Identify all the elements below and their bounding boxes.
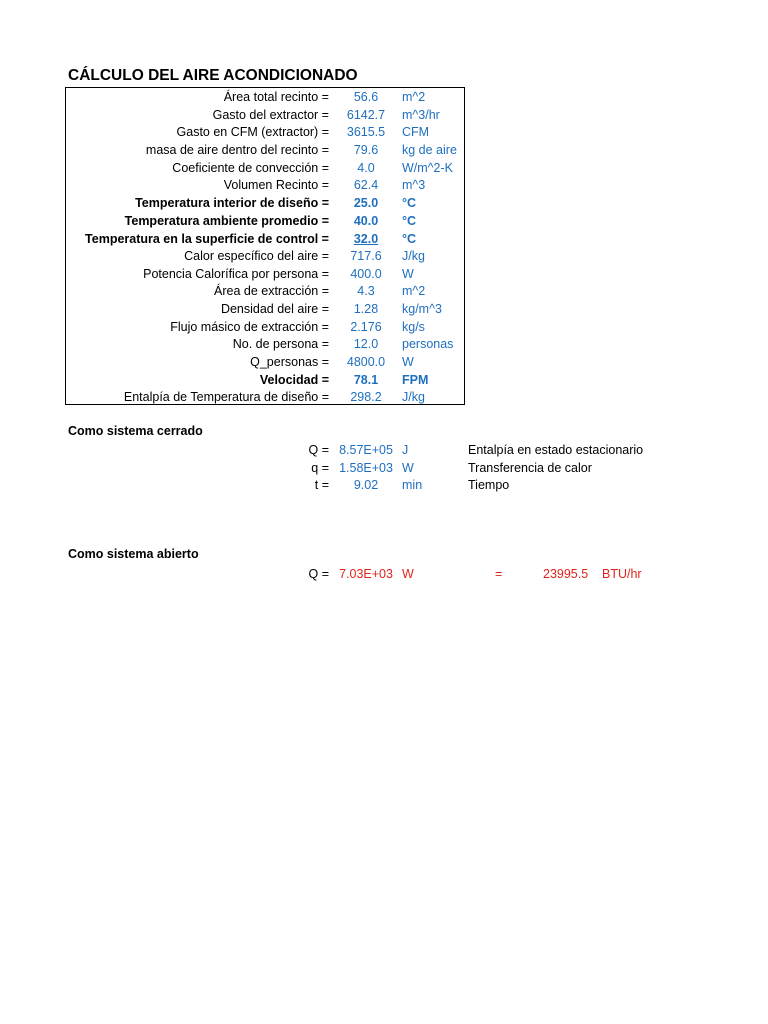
closed-row-q-small (0, 459, 768, 477)
row-label: t = (314, 478, 329, 492)
row-label: Flujo másico de extracción = (170, 320, 329, 334)
row-value: 62.4 (353, 178, 379, 192)
open-row-q (0, 565, 768, 583)
row-unit: m^2 (402, 90, 426, 104)
row-unit: W (402, 567, 414, 581)
row-value: 9.02 (353, 478, 379, 492)
row-value: 6142.7 (346, 108, 386, 122)
row-no-persona (0, 335, 768, 353)
closed-row-t (0, 476, 768, 494)
closed-system-heading: Como sistema cerrado (68, 424, 203, 438)
row-unit: J (402, 443, 409, 457)
row-value: 4800.0 (346, 355, 386, 369)
row-unit: FPM (402, 373, 429, 387)
row-label: Coeficiente de convección = (172, 161, 329, 175)
row-value: 78.1 (353, 373, 379, 387)
row-potencia-calorifica (0, 265, 768, 283)
row-unit: J/kg (402, 249, 425, 263)
row-value: 2.176 (350, 320, 382, 334)
row-value: 717.6 (350, 249, 382, 263)
row-unit: W (402, 355, 414, 369)
row-label: Q = (308, 567, 329, 581)
row-area-total (0, 88, 768, 106)
row-flujo-masico (0, 318, 768, 336)
row-value: 7.03E+03 (339, 567, 393, 581)
row-unit: m^3 (402, 178, 426, 192)
row-label: Área total recinto = (223, 90, 329, 104)
row-label: Área de extracción = (214, 284, 329, 298)
row-description: Transferencia de calor (468, 461, 592, 475)
row-value: 25.0 (353, 196, 379, 210)
row-label: Calor específico del aire = (184, 249, 329, 263)
row-unit: °C (402, 214, 417, 228)
row-value: 40.0 (353, 214, 379, 228)
equals-sign: = (495, 567, 503, 581)
row-unit: min (402, 478, 423, 492)
row-unit: kg de aire (402, 143, 457, 157)
row-gasto-cfm (0, 123, 768, 141)
row-calor-especifico (0, 247, 768, 265)
row-value: 3615.5 (346, 125, 386, 139)
row-unit: m^2 (402, 284, 426, 298)
row-label: Velocidad = (259, 373, 329, 387)
row-label: No. de persona = (232, 337, 329, 351)
row-value: 56.6 (353, 90, 379, 104)
row-unit: °C (402, 232, 417, 246)
row-label: Q = (308, 443, 329, 457)
row-unit: J/kg (402, 390, 425, 404)
row-gasto-extractor (0, 106, 768, 124)
row-temp-ambiente (0, 212, 768, 230)
row-unit: W/m^2-K (402, 161, 454, 175)
row-description: Tiempo (468, 478, 510, 492)
row-value: 8.57E+05 (339, 443, 393, 457)
row-value: 79.6 (353, 143, 379, 157)
row-masa-aire (0, 141, 768, 159)
open-system-heading: Como sistema abierto (68, 547, 199, 561)
row-unit: m^3/hr (402, 108, 440, 122)
row-label: Gasto en CFM (extractor) = (176, 125, 329, 139)
row-label: Temperatura en la superficie de control = (85, 232, 329, 246)
row-entalpia-temp (0, 388, 768, 406)
row-q-personas (0, 353, 768, 371)
page-title: CÁLCULO DEL AIRE ACONDICIONADO (68, 67, 358, 84)
row-value-btu: 23995.5 (543, 567, 589, 581)
row-value: 1.28 (353, 302, 379, 316)
row-value: 298.2 (350, 390, 382, 404)
row-unit: kg/m^3 (402, 302, 442, 316)
row-unit: CFM (402, 125, 430, 139)
row-label: Potencia Calorífica por persona = (143, 267, 329, 281)
row-label: q = (311, 461, 329, 475)
row-value: 400.0 (350, 267, 382, 281)
row-velocidad (0, 371, 768, 389)
row-densidad-aire (0, 300, 768, 318)
row-unit: kg/s (402, 320, 425, 334)
row-value: 4.3 (357, 284, 375, 298)
row-temp-interior (0, 194, 768, 212)
row-unit: personas (402, 337, 454, 351)
row-label: Volumen Recinto = (223, 178, 329, 192)
closed-row-q (0, 441, 768, 459)
row-volumen-recinto (0, 176, 768, 194)
row-label: Densidad del aire = (220, 302, 329, 316)
row-label: Entalpía de Temperatura de diseño = (123, 390, 329, 404)
row-value: 12.0 (353, 337, 379, 351)
row-coeficiente-conveccion (0, 159, 768, 177)
row-unit: W (402, 267, 414, 281)
row-unit: °C (402, 196, 417, 210)
row-description: Entalpía en estado estacionario (468, 443, 644, 457)
row-label: Q_personas = (250, 355, 329, 369)
row-value: 1.58E+03 (339, 461, 393, 475)
row-label: Temperatura interior de diseño = (135, 196, 329, 210)
row-temp-superficie (0, 230, 768, 248)
row-unit: W (402, 461, 414, 475)
row-value: 32.0 (353, 232, 379, 246)
row-label: Temperatura ambiente promedio = (124, 214, 329, 228)
row-label: Gasto del extractor = (212, 108, 329, 122)
row-area-extraccion (0, 282, 768, 300)
row-unit-btu: BTU/hr (602, 567, 642, 581)
row-value: 4.0 (357, 161, 375, 175)
row-label: masa de aire dentro del recinto = (145, 143, 329, 157)
